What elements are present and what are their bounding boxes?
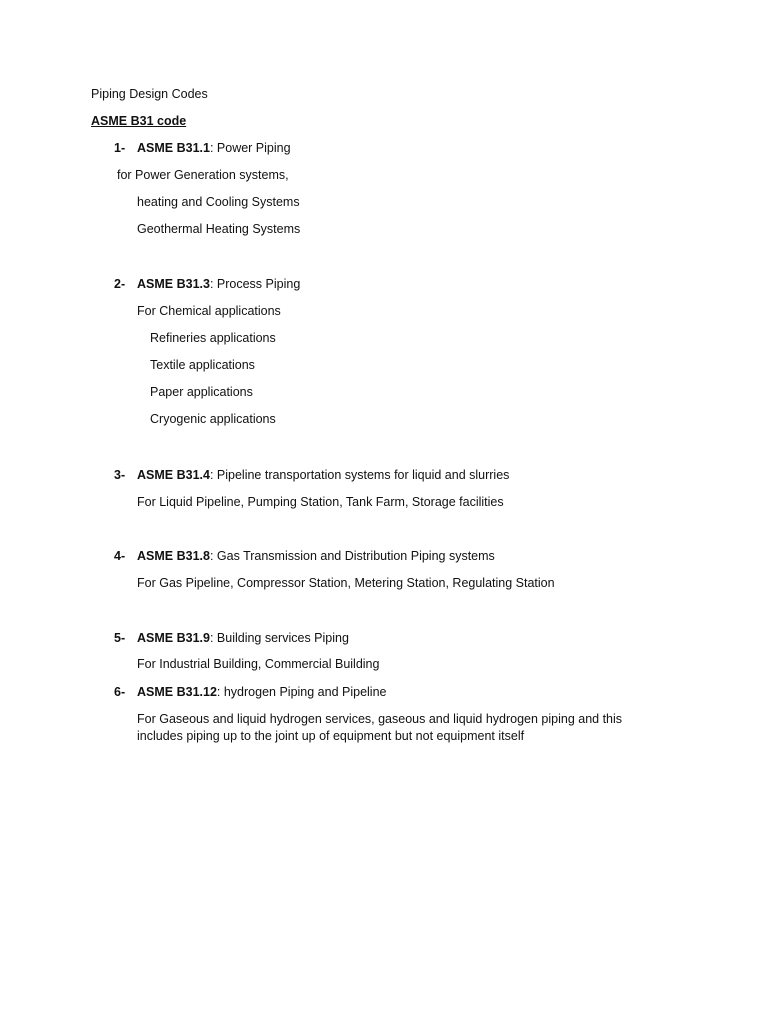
item-heading xyxy=(137,630,349,646)
code-description: : Gas Transmission and Distribution Piping systems xyxy=(209,549,495,563)
item-number: 3- xyxy=(114,468,126,482)
item-number: 1- xyxy=(114,141,126,155)
item-heading xyxy=(137,276,300,292)
item-heading xyxy=(137,467,509,483)
item-detail: Textile applications xyxy=(150,358,255,372)
code-description: : Pipeline transportation systems for liquid and slurries xyxy=(209,468,510,482)
item-detail: For Industrial Building, Commercial Building xyxy=(137,657,380,671)
code-description: : Power Piping xyxy=(209,141,291,155)
code-description: : hydrogen Piping and Pipeline xyxy=(216,685,387,699)
code-name: ASME B31.9 xyxy=(137,631,210,645)
item-detail: For Gaseous and liquid hydrogen services, gaseous and liquid hydrogen piping and this includes piping up to the joint up of equipment but not equipment itself xyxy=(137,712,623,743)
item-detail: Geothermal Heating Systems xyxy=(137,222,301,236)
item-heading xyxy=(137,684,386,700)
code-name: ASME B31.3 xyxy=(137,277,210,291)
item-number: 4- xyxy=(114,549,126,563)
document-title: Piping Design Codes xyxy=(91,87,208,101)
item-number: 6- xyxy=(114,685,126,699)
code-name: ASME B31.8 xyxy=(137,549,210,563)
code-description: : Process Piping xyxy=(209,277,301,291)
item-detail: For Chemical applications xyxy=(137,304,281,318)
item-detail: For Liquid Pipeline, Pumping Station, Tank Farm, Storage facilities xyxy=(137,495,504,509)
item-number: 5- xyxy=(114,631,126,645)
item-detail: For Gas Pipeline, Compressor Station, Metering Station, Regulating Station xyxy=(137,576,555,590)
code-description: : Building services Piping xyxy=(209,631,349,645)
item-heading xyxy=(137,140,291,156)
code-name: ASME B31.1 xyxy=(137,141,210,155)
item-heading xyxy=(137,548,495,564)
item-detail: for Power Generation systems, xyxy=(117,168,289,182)
item-detail: Paper applications xyxy=(150,385,253,399)
item-detail: Cryogenic applications xyxy=(150,412,276,426)
section-heading: ASME B31 code xyxy=(91,114,187,128)
code-name: ASME B31.12 xyxy=(137,685,217,699)
item-detail: heating and Cooling Systems xyxy=(137,195,300,209)
code-name: ASME B31.4 xyxy=(137,468,210,482)
item-detail: Refineries applications xyxy=(150,331,276,345)
item-number: 2- xyxy=(114,277,126,291)
